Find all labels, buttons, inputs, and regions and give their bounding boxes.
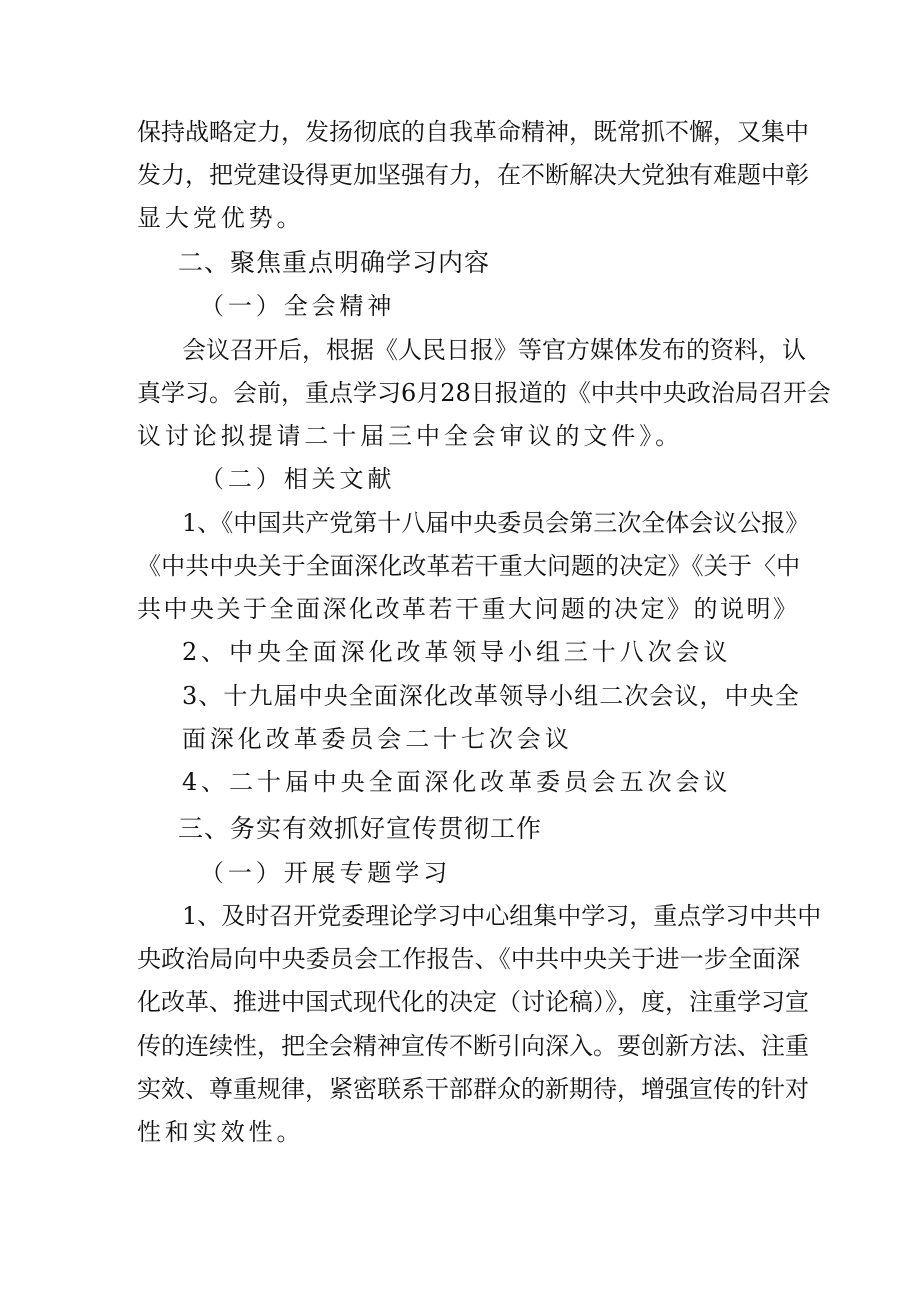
paragraph-line: 传的连续性，把全会精神宣传不断引向深入。要创新方法、注重	[137, 1032, 809, 1060]
paragraph-line: 会议召开后，根据《人民日报》等官方媒体发布的资料，认	[182, 336, 806, 364]
paragraph-line: 保持战略定力，发扬彻底的自我革命精神，既常抓不懈，又集中	[137, 118, 809, 146]
subsection-heading: （一）全会精神	[200, 292, 396, 320]
paragraph-line: 真学习。会前，重点学习6月28日报道的《中共中央政治局召开会	[137, 379, 831, 407]
paragraph-line: 实效、尊重规律，紧密联系干部群众的新期待，增强宣传的针对	[137, 1075, 809, 1103]
list-item: 3、十九届中央全面深化改革领导小组二次会议，中央全	[182, 682, 800, 710]
list-item-continuation: 共中央关于全面深化改革若干重大问题的决定》的说明》	[137, 595, 800, 623]
paragraph-line: 央政治局向中央委员会工作报告、《中共中央关于进一步全面深	[137, 945, 801, 973]
paragraph-line: 性和实效性。	[137, 1118, 305, 1146]
paragraph-line: 显大党优势。	[137, 204, 305, 232]
subsection-heading: （一）开展专题学习	[200, 859, 452, 887]
paragraph-line: 发力，把党建设得更加坚强有力，在不断解决大党独有难题中彰	[137, 161, 809, 189]
paragraph-line: 议讨论拟提请二十届三中全会审议的文件》。	[137, 422, 683, 450]
paragraph-line: 1、及时召开党委理论学习中心组集中学习，重点学习中共中	[182, 902, 822, 930]
subsection-heading: （二）相关文献	[200, 465, 396, 493]
section-heading: 三、务实有效抓好宣传贯彻工作	[178, 814, 543, 843]
section-heading: 二、聚焦重点明确学习内容	[178, 248, 491, 277]
list-item: 1、《中国共产党第十八届中央委员会第三次全体会议公报》	[182, 509, 810, 537]
list-item-continuation: 面深化改革委员会二十七次会议	[182, 725, 573, 753]
paragraph-line: 化改革、推进中国式现代化的决定（讨论稿）》，度，注重学习宣	[137, 988, 809, 1016]
list-item: 2、中央全面深化改革领导小组三十八次会议	[182, 638, 732, 666]
list-item-continuation: 《中共中央关于全面深化改革若干重大问题的决定》《关于〈中	[137, 552, 801, 580]
list-item: 4、二十届中央全面深化改革委员会五次会议	[182, 768, 732, 796]
